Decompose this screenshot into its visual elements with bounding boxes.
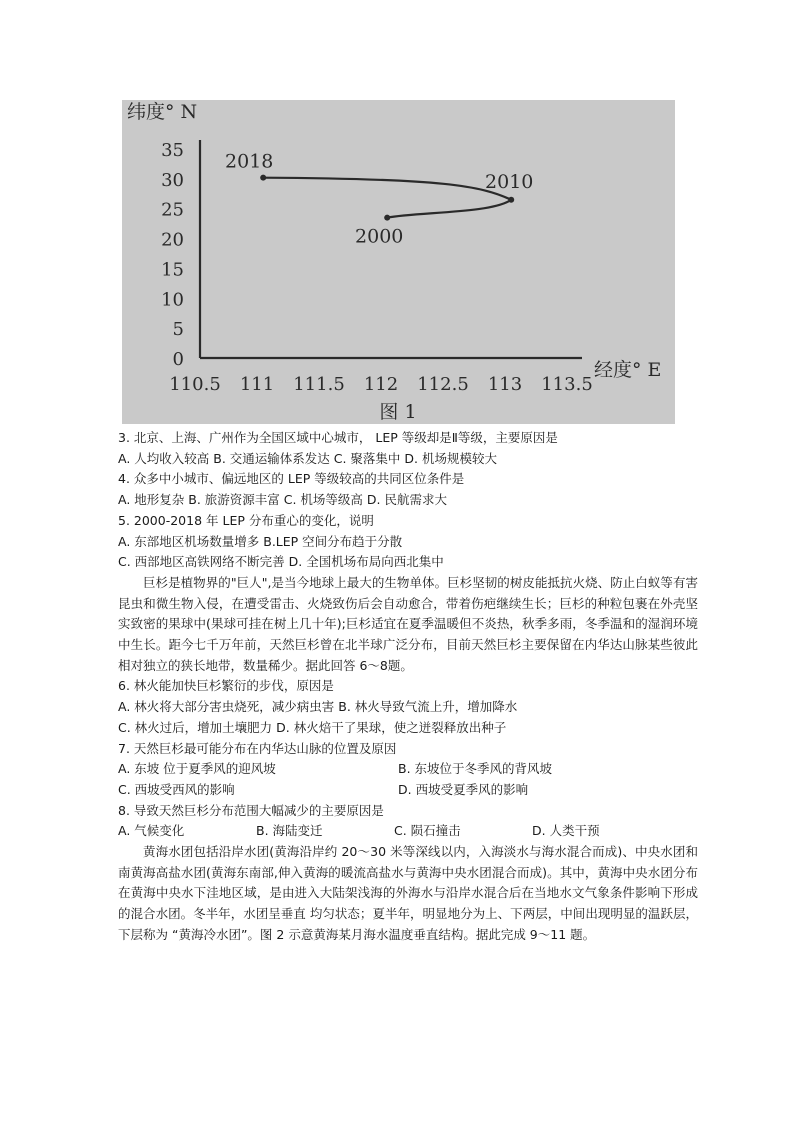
latitude-longitude-chart — [122, 100, 675, 424]
passage-giant-sequoia: 巨杉是植物界的"巨人",是当今地球上最大的生物单体。巨杉坚韧的树皮能抵抗火烧、防止白蚁等有害昆虫和微生物入侵，在遭受雷击、火烧致伤后会自动愈合，带着伤疤继续生长；巨杉的种粒包裹在外壳坚实致密的果球中(果球可挂在树上几十年);巨杉适宜在夏季温暖但不炎热，秋季多雨，冬季温和的湿润环境中生长。距今七千万年前，天然巨杉曾在北半球广泛分布，目前天然巨杉主要保留在内华达山脉某些彼此相对独立的狭长地带，数量稀少。据此回答 6～8题。 — [118, 574, 698, 673]
figure-1 — [122, 100, 675, 424]
q3-options: A. 人均收入较高 B. 交通运输体系发达 C. 聚落集中 D. 机场规模较大 — [118, 450, 497, 466]
x-tick-label: 110.5 — [169, 374, 221, 395]
x-tick-label: 113.5 — [541, 374, 593, 395]
exam-text — [118, 428, 698, 946]
q7-option-c: C. 西坡受西风的影响 — [118, 781, 235, 797]
x-axis-title: 经度° E — [594, 359, 662, 381]
y-tick-label: 5 — [172, 319, 184, 341]
y-tick-label: 10 — [161, 289, 184, 311]
q5-options-ab: A. 东部地区机场数量增多 B.LEP 空间分布趋于分散 — [118, 533, 403, 549]
data-label-2000: 2000 — [355, 225, 404, 248]
q7-options-ab — [118, 759, 698, 780]
q6-options-cd: C. 林火过后，增加土壤肥力 D. 林火焙干了果球，使之迸裂释放出种子 — [118, 719, 507, 735]
data-label-2018: 2018 — [225, 150, 274, 173]
q8-option-c: C. 陨石撞击 — [394, 823, 461, 839]
q8-options — [118, 821, 698, 842]
data-point-2018 — [260, 175, 266, 181]
x-tick-label: 111 — [239, 374, 275, 395]
y-tick-label: 25 — [161, 199, 184, 221]
q8-option-d: D. 人类干预 — [532, 823, 600, 839]
x-tick-label: 112 — [363, 374, 399, 395]
centroid-trajectory-line — [263, 178, 511, 218]
q6-stem: 6. 林火能加快巨杉繁衍的步伐，原因是 — [118, 678, 334, 694]
figure-caption: 图 1 — [379, 401, 417, 423]
q8-stem: 8. 导致天然巨杉分布范围大幅减少的主要原因是 — [118, 802, 384, 818]
q4-options: A. 地形复杂 B. 旅游资源丰富 C. 机场等级高 D. 民航需求大 — [118, 492, 447, 508]
data-point-2010 — [508, 197, 514, 203]
q7-option-b: B. 东坡位于冬季风的背风坡 — [398, 761, 553, 777]
data-point-2000 — [384, 215, 390, 221]
data-label-2010: 2010 — [485, 170, 534, 193]
passage-yellow-sea: 黄海水团包括沿岸水团(黄海沿岸约 20～30 米等深线以内，入海淡水与海水混合而成)、中央水团和南黄海高盐水团(黄海东南部,伸入黄海的暖流高盐水与黄海中央水团混合而成)。其中，黄海中央水团分布在黄海中央水下洼地区域，是由进入大陆架浅海的外海水与沿岸水混合后在当地水文气象条件影响下形成的混合水团。冬半年，水团呈垂直 均匀状态；夏半年，明显地分为上、下两层，中间出现明显的温跃层，下层称为 “黄海冷水团”。图 2 示意黄海某月海水温度垂直结构。据此完成 9～11 题。 — [118, 844, 698, 942]
q5-stem: 5. 2000-2018 年 LEP 分布重心的变化，说明 — [118, 512, 374, 528]
x-tick-label: 111.5 — [293, 374, 345, 395]
q7-options-cd — [118, 780, 698, 801]
q7-stem: 7. 天然巨杉最可能分布在内华达山脉的位置及原因 — [118, 740, 397, 756]
q5-options-cd: C. 西部地区高铁网络不断完善 D. 全国机场布局向西北集中 — [118, 554, 444, 570]
x-tick-label: 112.5 — [417, 374, 469, 395]
q8-option-a: A. 气候变化 — [118, 823, 185, 839]
y-tick-label: 35 — [161, 140, 184, 161]
q7-option-a: A. 东坡 位于夏季风的迎风坡 — [118, 761, 276, 777]
q4-stem: 4. 众多中小城市、偏远地区的 LEP 等级较高的共同区位条件是 — [118, 471, 465, 487]
y-tick-label: 0 — [172, 349, 184, 370]
y-axis-title: 纬度° N — [127, 101, 198, 123]
q6-options-ab: A. 林火将大部分害虫烧死，减少病虫害 B. 林火导致气流上升，增加降水 — [118, 699, 518, 715]
y-tick-label: 20 — [161, 229, 184, 251]
y-tick-label: 30 — [161, 169, 184, 191]
q8-option-b: B. 海陆变迁 — [256, 823, 323, 839]
y-tick-label: 15 — [161, 259, 184, 281]
q3-stem: 3. 北京、上海、广州作为全国区域中心城市， LEP 等级却是Ⅱ等级，主要原因是 — [118, 430, 558, 445]
q7-option-d: D. 西坡受夏季风的影响 — [398, 781, 529, 797]
x-tick-label: 113 — [487, 374, 523, 395]
